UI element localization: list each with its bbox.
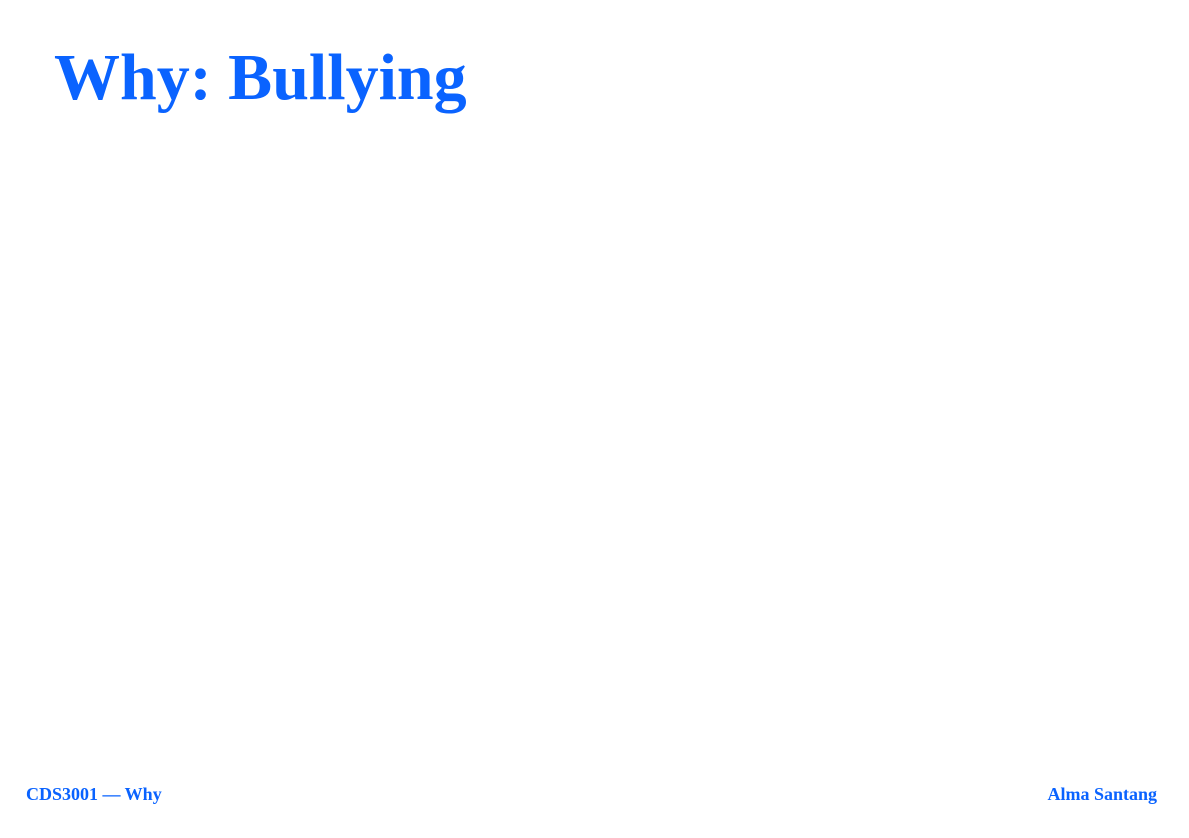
slide-title: Why: Bullying	[54, 41, 467, 114]
slide-body	[54, 150, 1134, 750]
footer-author: Alma Santang	[1047, 784, 1157, 804]
footer-course-label: CDS3001 — Why	[26, 784, 162, 804]
